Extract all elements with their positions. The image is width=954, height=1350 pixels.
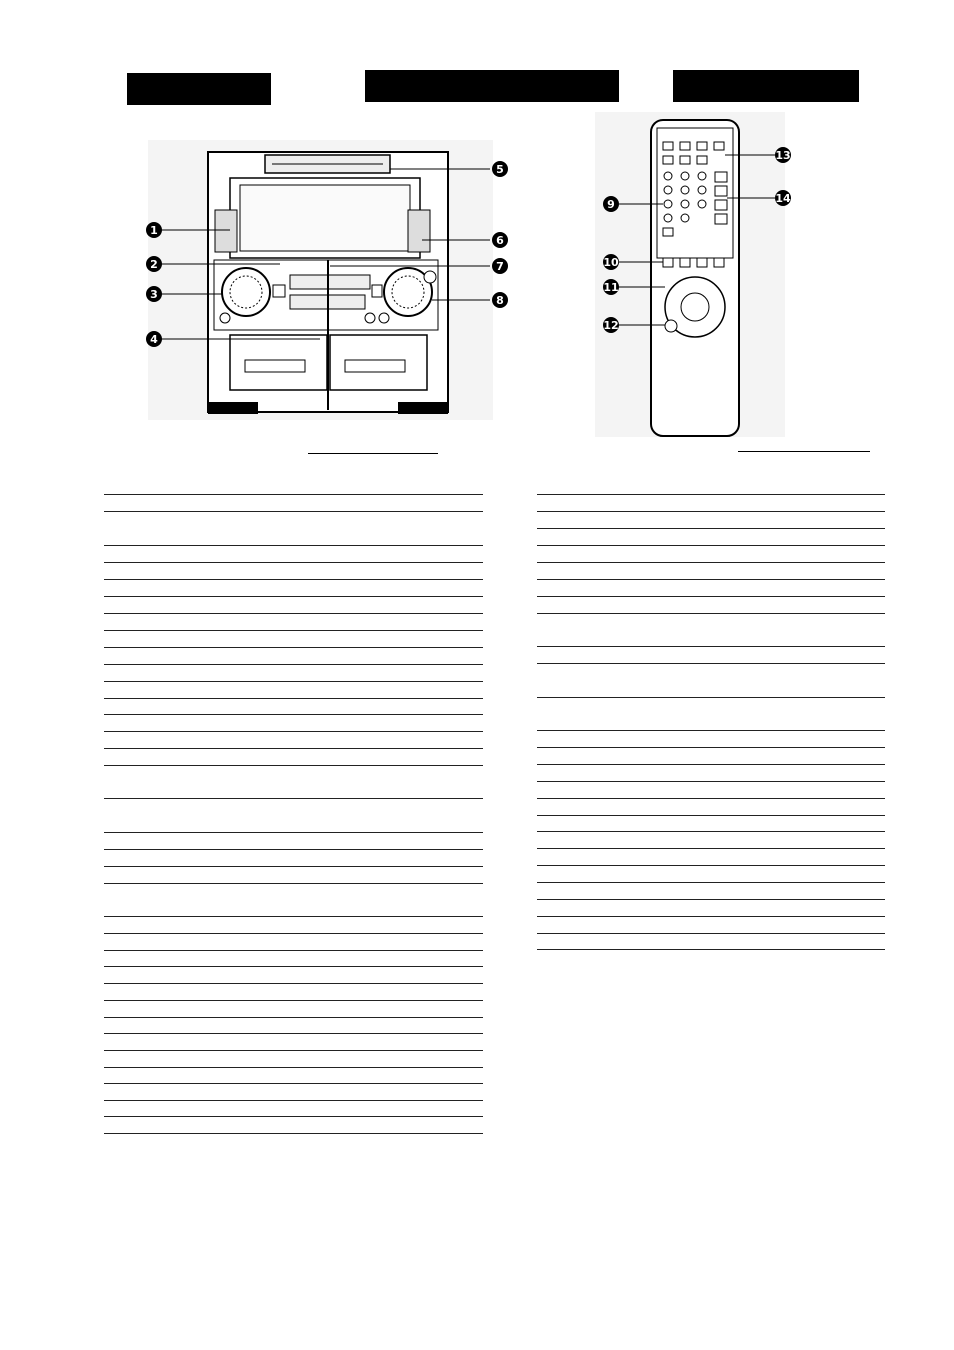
header-box-left — [127, 73, 271, 105]
left-table-row-rule — [104, 647, 483, 648]
callout-11-label: 11 — [603, 281, 619, 294]
callout-4 — [146, 331, 162, 347]
callout-11 — [603, 279, 619, 295]
left-table-row-rule — [104, 681, 483, 682]
right-table-row-rule — [537, 528, 885, 529]
left-table-row-rule — [104, 731, 483, 732]
left-table-row-rule — [104, 916, 483, 917]
left-table-row-rule — [104, 630, 483, 631]
callout-3-label: 3 — [150, 288, 158, 301]
left-table-row-rule — [104, 714, 483, 715]
right-table-row-rule — [537, 933, 885, 934]
remote-control-illustration — [585, 112, 805, 442]
right-table-row-rule — [537, 511, 885, 512]
left-table-row-rule — [104, 849, 483, 850]
right-table-row-rule — [537, 815, 885, 816]
callout-10 — [603, 254, 619, 270]
callout-8 — [492, 292, 508, 308]
header-box-center — [365, 70, 619, 102]
left-table-row-rule — [104, 866, 483, 867]
left-table-row-rule — [104, 494, 483, 495]
left-table-row-rule — [104, 1033, 483, 1034]
right-table-row-rule — [537, 663, 885, 664]
right-table-row-rule — [537, 697, 885, 698]
main-unit-caption-line — [308, 453, 438, 454]
left-table-row-rule — [104, 596, 483, 597]
left-table-row-rule — [104, 1083, 483, 1084]
right-table-row-rule — [537, 494, 885, 495]
callout-7 — [492, 258, 508, 274]
left-table-row-rule — [104, 1100, 483, 1101]
left-table-row-rule — [104, 933, 483, 934]
callout-2 — [146, 256, 162, 272]
left-table-row-rule — [104, 664, 483, 665]
callout-2-label: 2 — [150, 258, 158, 271]
right-table-row-rule — [537, 781, 885, 782]
callout-5 — [492, 161, 508, 177]
right-table-row-rule — [537, 831, 885, 832]
main-unit-illustration — [140, 140, 520, 430]
left-table-row-rule — [104, 698, 483, 699]
right-table-row-rule — [537, 865, 885, 866]
right-table-row-rule — [537, 613, 885, 614]
left-table-row-rule — [104, 950, 483, 951]
left-table-row-rule — [104, 1067, 483, 1068]
remote-caption-line — [738, 451, 870, 452]
right-table-row-rule — [537, 596, 885, 597]
right-table-row-rule — [537, 747, 885, 748]
callout-3 — [146, 286, 162, 302]
left-table-row-rule — [104, 883, 483, 884]
header-box-right — [673, 70, 859, 102]
callout-6-label: 6 — [496, 234, 504, 247]
left-table-row-rule — [104, 1133, 483, 1134]
right-table-row-rule — [537, 764, 885, 765]
right-table-row-rule — [537, 916, 885, 917]
callout-12-label: 12 — [603, 319, 619, 332]
left-table-row-rule — [104, 1050, 483, 1051]
left-table-row-rule — [104, 1116, 483, 1117]
left-table-row-rule — [104, 511, 483, 512]
callout-13 — [775, 147, 791, 163]
callout-9 — [603, 196, 619, 212]
callout-1 — [146, 222, 162, 238]
left-table-row-rule — [104, 765, 483, 766]
callout-13-label: 13 — [775, 149, 791, 162]
callout-5-label: 5 — [496, 163, 504, 176]
left-table-row-rule — [104, 798, 483, 799]
left-table-row-rule — [104, 579, 483, 580]
left-table-row-rule — [104, 832, 483, 833]
callout-4-label: 4 — [150, 333, 158, 346]
right-table-row-rule — [537, 646, 885, 647]
callout-14 — [775, 190, 791, 206]
left-table-row-rule — [104, 983, 483, 984]
callout-1-label: 1 — [150, 224, 158, 237]
left-table-row-rule — [104, 1017, 483, 1018]
callout-10-label: 10 — [603, 256, 619, 269]
callout-12 — [603, 317, 619, 333]
right-table-row-rule — [537, 798, 885, 799]
left-table-row-rule — [104, 562, 483, 563]
callout-9-label: 9 — [607, 198, 615, 211]
right-table-row-rule — [537, 730, 885, 731]
right-table-row-rule — [537, 899, 885, 900]
callout-7-label: 7 — [496, 260, 504, 273]
left-table-row-rule — [104, 613, 483, 614]
right-table-row-rule — [537, 562, 885, 563]
right-table-row-rule — [537, 882, 885, 883]
right-table-row-rule — [537, 848, 885, 849]
right-table-row-rule — [537, 545, 885, 546]
left-table-row-rule — [104, 1000, 483, 1001]
callout-8-label: 8 — [496, 294, 504, 307]
callout-6 — [492, 232, 508, 248]
right-table-row-rule — [537, 579, 885, 580]
callout-14-label: 14 — [775, 192, 791, 205]
left-table-row-rule — [104, 966, 483, 967]
right-table-row-rule — [537, 949, 885, 950]
left-table-row-rule — [104, 748, 483, 749]
left-table-row-rule — [104, 545, 483, 546]
